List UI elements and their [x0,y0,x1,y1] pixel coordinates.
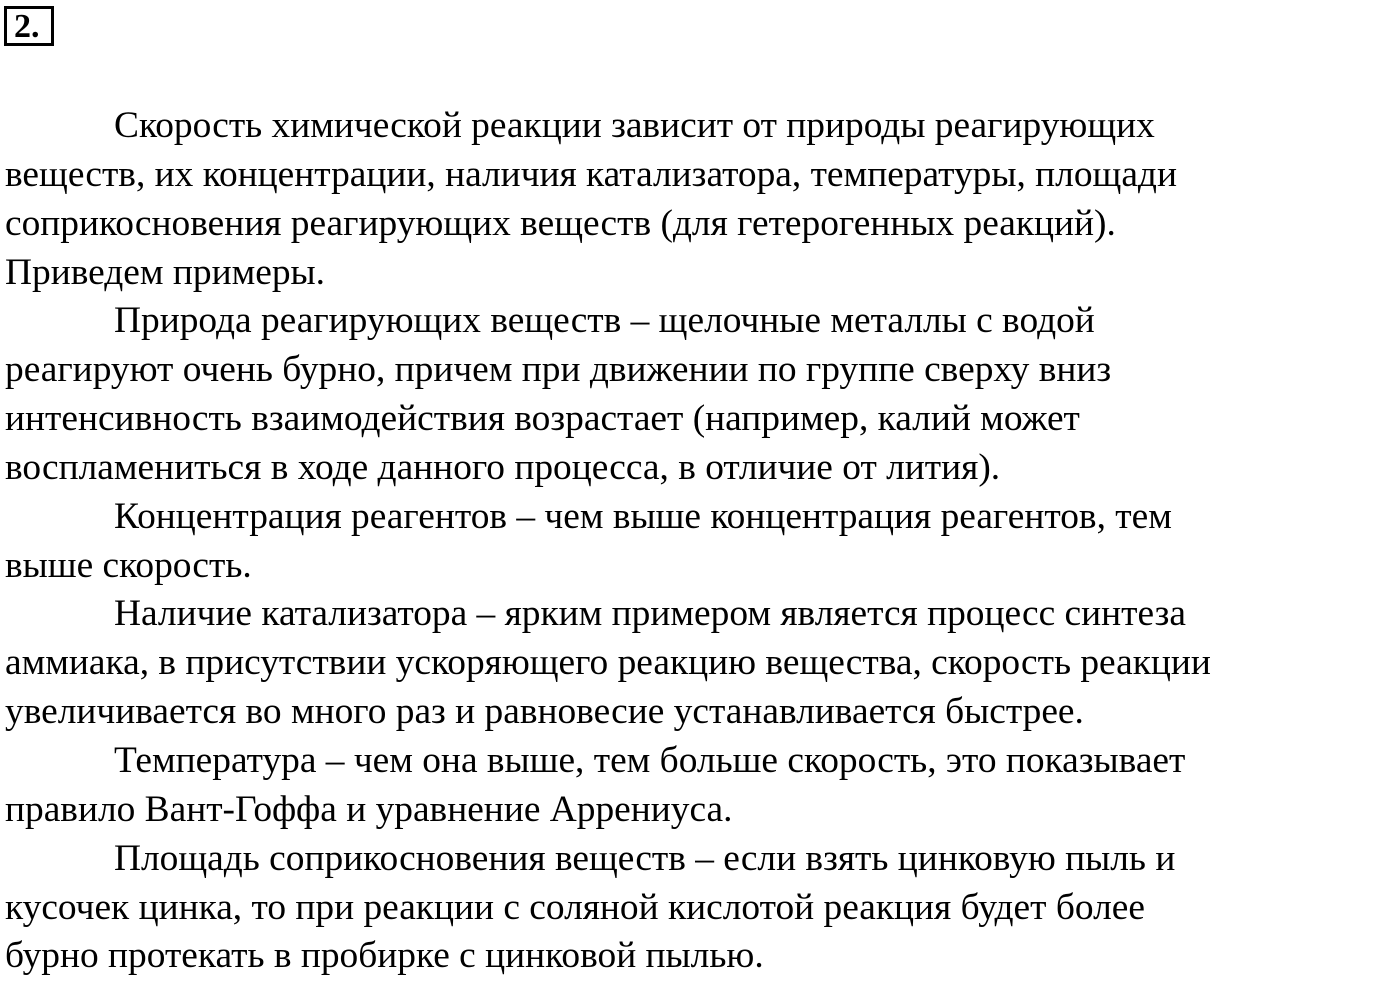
answer-text [5,102,1377,981]
text-line: Скорость химической реакции зависит от природы реагирующих [114,105,1155,146]
text-line: реагируют очень бурно, причем при движении по группе сверху вниз [5,349,1112,391]
text-line: веществ, их концентрации, наличия катализатора, температуры, площади [5,153,1177,195]
text-line: правило Вант-Гоффа и уравнение Аррениуса. [5,788,733,830]
text-line: Температура – чем она выше, тем больше скорость, это показывает [114,739,1186,781]
text-line: интенсивность взаимодействия возрастает (например, калий может [5,398,1080,440]
text-line: аммиака, в присутствии ускоряющего реакцию вещества, скорость реакции [5,642,1211,684]
text-line: воспламениться в ходе данного процесса, в отличие от лития). [5,446,1001,488]
text-line: Природа реагирующих веществ – щелочные металлы с водой [114,300,1095,342]
text-line: кусочек цинка, то при реакции с соляной кислотой реакция будет более [5,886,1145,928]
task-number-box: 2. [4,6,54,46]
text-line: соприкосновения реагирующих веществ (для гетерогенных реакций). [5,202,1116,244]
text-line: Площадь соприкосновения веществ – если взять цинковую пыль и [114,837,1176,879]
text-line: Наличие катализатора – ярким примером является процесс синтеза [114,593,1186,635]
text-line: увеличивается во много раз и равновесие устанавливается быстрее. [5,691,1084,733]
text-line: Концентрация реагентов – чем выше концентрация реагентов, тем [114,495,1172,537]
text-line: Приведем примеры. [5,251,326,293]
text-line: выше скорость. [5,544,252,586]
text-line: бурно протекать в пробирке с цинковой пылью. [5,935,764,977]
